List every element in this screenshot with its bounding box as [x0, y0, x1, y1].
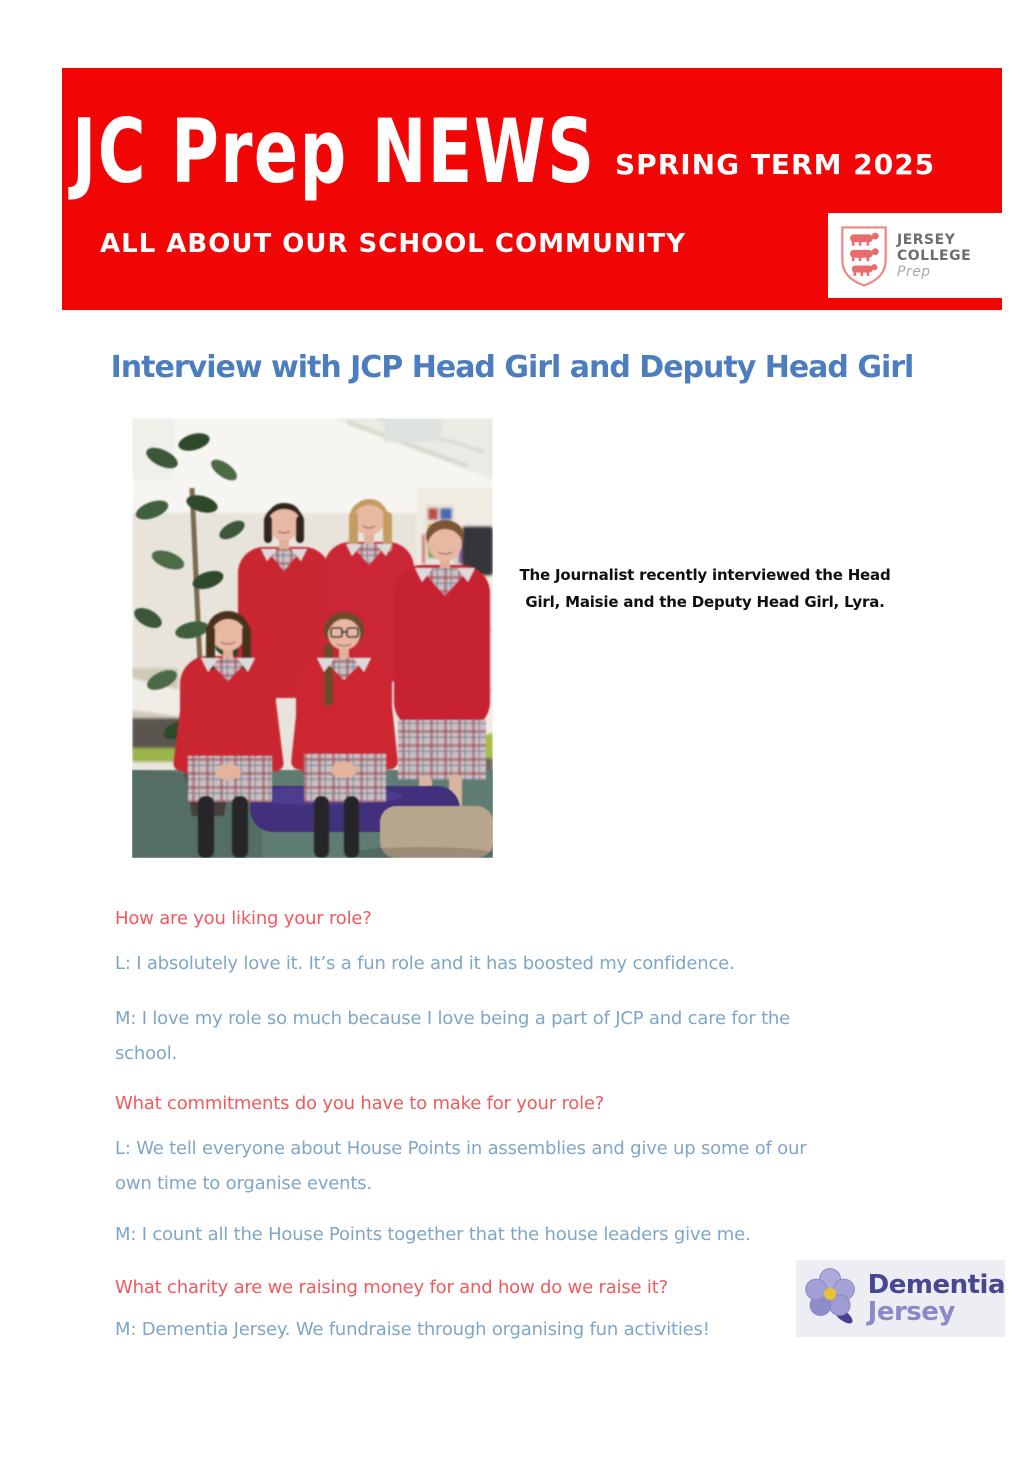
answer-4-maisie: [115, 1217, 915, 1252]
photo-caption: [505, 562, 905, 616]
answer-2-line-2: school.: [115, 1043, 178, 1064]
group-photo: [132, 418, 493, 858]
banner-tagline: ALL ABOUT OUR SCHOOL COMMUNITY: [100, 229, 686, 259]
answer-3-line-1: L: We tell everyone about House Points in assemblies and give up some of our: [115, 1138, 807, 1159]
school-logo-line2: COLLEGE: [897, 247, 972, 264]
question-3-text: What charity are we raising money for and how do we raise it?: [115, 1277, 668, 1298]
question-1-text: How are you liking your role?: [115, 908, 372, 929]
answer-2-line-1: M: I love my role so much because I love being a part of JCP and care for the: [115, 1008, 791, 1029]
school-logo-text: [897, 232, 971, 280]
school-logo-line3: Prep: [897, 263, 931, 280]
charity-name-line2: Jersey: [867, 1296, 955, 1327]
question-2-text: What commitments do you have to make for your role?: [115, 1093, 605, 1114]
dementia-jersey-logo: [796, 1260, 1005, 1337]
charity-name: [867, 1269, 1005, 1327]
question-2: [115, 1086, 915, 1121]
answer-1-lyra: [115, 946, 915, 981]
question-1: [115, 901, 915, 936]
school-logo-line1: JERSEY: [897, 231, 956, 248]
answer-4-text: M: I count all the House Points together that the house leaders give me.: [115, 1224, 751, 1245]
term-label: SPRING TERM 2025: [615, 148, 936, 181]
charity-name-line1: Dementia: [867, 1269, 1005, 1300]
answer-3-lyra: [115, 1131, 915, 1201]
answer-3-line-2: own time to organise events.: [115, 1173, 372, 1194]
answer-2-maisie: [115, 1001, 915, 1071]
caption-line-1: The Journalist recently interviewed the Head: [519, 566, 891, 584]
answer-5-text: M: Dementia Jersey. We fundraise through organising fun activities!: [115, 1319, 710, 1340]
forget-me-not-flower-icon: [804, 1268, 860, 1330]
group-photo-illustration: [132, 418, 493, 858]
school-logo: [828, 213, 1005, 298]
article-title: Interview with JCP Head Girl and Deputy Head Girl: [110, 350, 914, 385]
caption-line-2: Girl, Maisie and the Deputy Head Girl, Lyra.: [525, 593, 885, 611]
answer-1-text: L: I absolutely love it. It’s a fun role and it has boosted my confidence.: [115, 953, 735, 974]
newsletter-banner: [62, 68, 1002, 310]
question-3: [115, 1270, 915, 1305]
answer-5-maisie: [115, 1312, 915, 1347]
jersey-crest-icon: [838, 223, 890, 289]
newsletter-title: JC Prep NEWS: [72, 100, 596, 203]
